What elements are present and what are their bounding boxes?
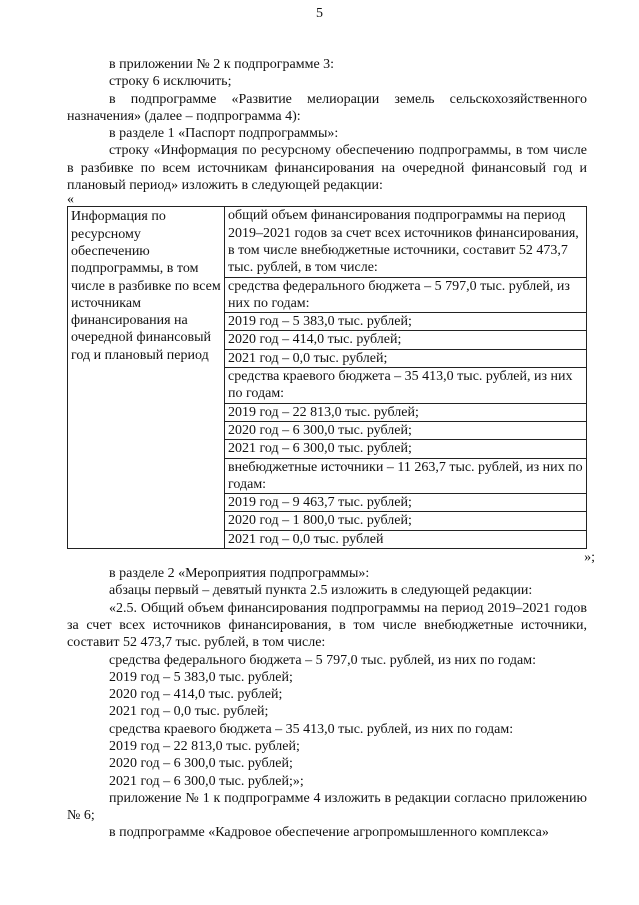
appendix-instruction: приложение № 1 к подпрограмме 4 изложить в редакции согласно приложению № 6;	[67, 790, 587, 824]
federal-2020: 2020 год – 414,0 тыс. рублей;	[225, 331, 586, 349]
subprogram4-intro: в подпрограмме «Развитие мелиорации земель сельскохозяйственного назначения» (далее – подпрограмма 4):	[67, 91, 587, 124]
federal-2019: 2019 год – 5 383,0 тыс. рублей;	[225, 313, 586, 331]
paragraph-instruction: абзацы первый – девятый пункта 2.5 изложить в следующей редакции:	[109, 583, 533, 599]
federal-budget-line: средства федерального бюджета – 5 797,0 тыс. рублей, из них по годам:	[225, 278, 586, 314]
clause-regional-2020: 2020 год – 6 300,0 тыс. рублей;	[109, 756, 293, 772]
extrabudget-2021: 2021 год – 0,0 тыс. рублей	[228, 531, 384, 547]
clause-federal-2019: 2019 год – 5 383,0 тыс. рублей;	[109, 669, 293, 685]
document-body	[67, 56, 595, 842]
table-left-cell: Информация по ресурсному обеспечению подпрограммы, в том числе в разбивке по всем источникам финансирования на очередной финансовый год и плановый период	[68, 207, 225, 549]
table-row	[68, 207, 587, 549]
extrabudget-line: внебюджетные источники – 11 263,7 тыс. рублей, из них по годам:	[225, 459, 586, 495]
federal-2021: 2021 год – 0,0 тыс. рублей;	[225, 350, 586, 368]
clause-federal-line: средства федерального бюджета – 5 797,0 тыс. рублей, из них по годам:	[109, 652, 536, 668]
intro-line-appendix2: в приложении № 2 к подпрограмме 3:	[109, 57, 335, 72]
clause-regional-2019: 2019 год – 22 813,0 тыс. рублей;	[109, 738, 300, 754]
quote-close: »;	[584, 550, 595, 566]
regional-budget-line: средства краевого бюджета – 35 413,0 тыс. рублей, из них по годам:	[225, 368, 586, 404]
funding-total: общий объем финансирования подпрограммы на период 2019–2021 годов за счет всех источников финансирования, в том числе внебюджетные источники, составит 52 473,7 тыс. рублей, в том числе:	[225, 207, 586, 277]
clause-federal-2021: 2021 год – 0,0 тыс. рублей;	[109, 704, 269, 720]
regional-2020: 2020 год – 6 300,0 тыс. рублей;	[225, 422, 586, 440]
section2-heading: в разделе 2 «Мероприятия подпрограммы»:	[109, 566, 370, 582]
table-right-cell	[225, 207, 587, 549]
regional-2019: 2019 год – 22 813,0 тыс. рублей;	[225, 404, 586, 422]
last-line: в подпрограмме «Кадровое обеспечение агропромышленного комплекса»	[109, 825, 549, 841]
row-instruction: строку «Информация по ресурсному обеспечению подпрограммы, в том числе в разбивке по всем источникам финансирования на очередной финансовый год и плановый период» изложить в следующей редакции:	[67, 143, 587, 194]
clause-2-5: «2.5. Общий объем финансирования подпрограммы на период 2019–2021 годов за счет всех источников финансирования, в том числе внебюджетные источники, составит 52 473,7 тыс. рублей, в том числе:	[67, 600, 587, 651]
extrabudget-2019: 2019 год – 9 463,7 тыс. рублей;	[225, 494, 586, 512]
quote-open: «	[67, 192, 74, 208]
section1-heading: в разделе 1 «Паспорт подпрограммы»:	[109, 126, 339, 142]
intro-line-exclude-row6: строку 6 исключить;	[109, 74, 232, 90]
extrabudget-2020: 2020 год – 1 800,0 тыс. рублей;	[225, 512, 586, 530]
page-number: 5	[316, 6, 323, 21]
clause-federal-2020: 2020 год – 414,0 тыс. рублей;	[109, 687, 283, 703]
regional-2021: 2021 год – 6 300,0 тыс. рублей;	[225, 440, 586, 458]
clause-regional-line: средства краевого бюджета – 35 413,0 тыс. рублей, из них по годам:	[109, 721, 514, 737]
resource-info-table	[67, 206, 587, 549]
clause-regional-2021: 2021 год – 6 300,0 тыс. рублей;»;	[109, 773, 304, 789]
